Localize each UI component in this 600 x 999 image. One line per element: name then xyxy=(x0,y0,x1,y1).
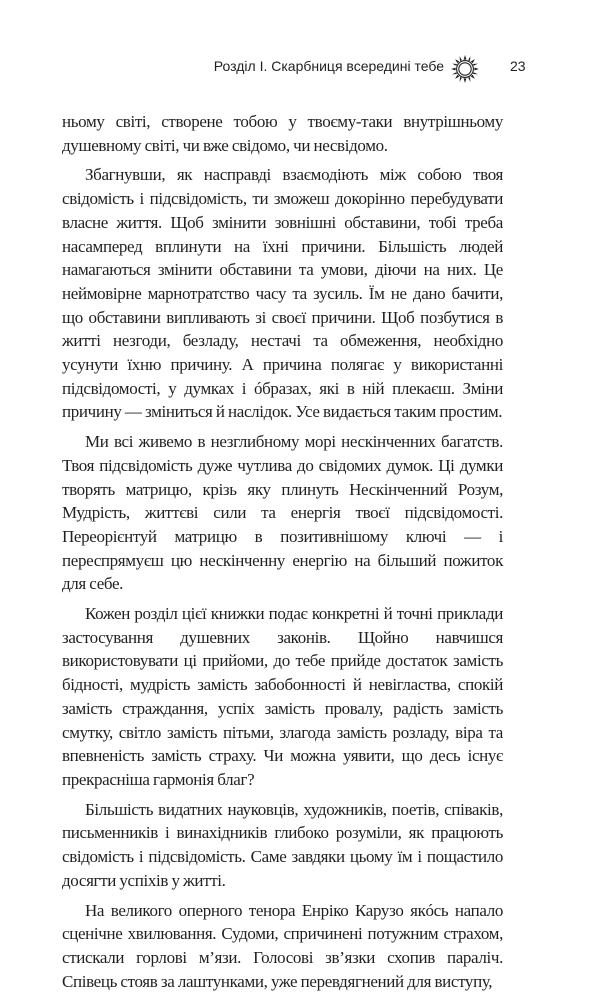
running-title: Розділ І. Скарбниця всередині тебе xyxy=(213,58,444,74)
paragraph-continuation: ньому світі, створене тобою у твоєму-таки внутрішньому душевному світі, чи вже свідомо, чи несвідомо. xyxy=(62,112,503,155)
paragraph: Збагнувши, як насправді взаємодіють між собою твоя свідомість і підсвідомість, ти зможеш докорінно перебудувати власне життя. Щоб змінити зовнішні обставини, тобі треба насамперед вплинути на їхні причини. Більшість людей намагаються змінити обставини та умови, діючи на них. Це неймовірне марнотратство часу та зусиль. Їм не дано бачити, що обставини випливають зі своєї причини. Щоб позбутися в житті незгоди, безладу, нестачі та обмеження, необхідно усунути їхню причину. А причина полягає у використанні підсвідомості, у думках і óбразах, які в ній плекаєш. Зміни причину — зміниться й наслідок. Усе видається таким простим. xyxy=(62,165,503,422)
body-text xyxy=(62,110,503,999)
paragraph: Кожен розділ цієї книжки подає конкретні й точні приклади застосування душевних законів. Щойно навчишся використовувати ці прийоми, до тебе прийде достаток замість бідності, мудрість замість забобонності й невігластва, спокій замість страждання, успіх замість провалу, радість замість смутку, світло замість пітьми, злагода замість розладу, віра та впевненість замість страху. Чи можна уявити, що десь існує прекрасніша гармонія благ? xyxy=(62,604,503,789)
paragraph: Ми всі живемо в незглибному морі нескінченних багатств. Твоя підсвідомість дуже чутлива до свідомих думок. Ці думки творять матрицю, крізь яку плинуть Нескінченний Розум, Мудрість, життєві сили та енергія твоєї підсвідомості. Переорієнтуй матрицю в позитивнішому ключі — і переспрямуєш цю нескінченну енергію на більший пожиток для себе. xyxy=(62,432,503,594)
sun-icon xyxy=(450,54,480,84)
paragraph: Більшість видатних науковців, художників, поетів, співаків, письменників і винахідників глибоко розуміли, як працюють свідомість і підсвідомість. Саме завдяки цьому їм і пощастило досягти успіхів у житті. xyxy=(62,799,503,890)
page-number: 23 xyxy=(510,58,526,74)
running-head xyxy=(0,54,600,84)
paragraph: На великого оперного тенора Енріко Карузо якóсь напало сценічне хвилювання. Судоми, спричинені потужним страхом, стискали горлові м’язи. Голосові зв’язки схопив параліч. Співець стояв за лаштунками, уже перевдягнений для виступу, xyxy=(62,900,503,991)
